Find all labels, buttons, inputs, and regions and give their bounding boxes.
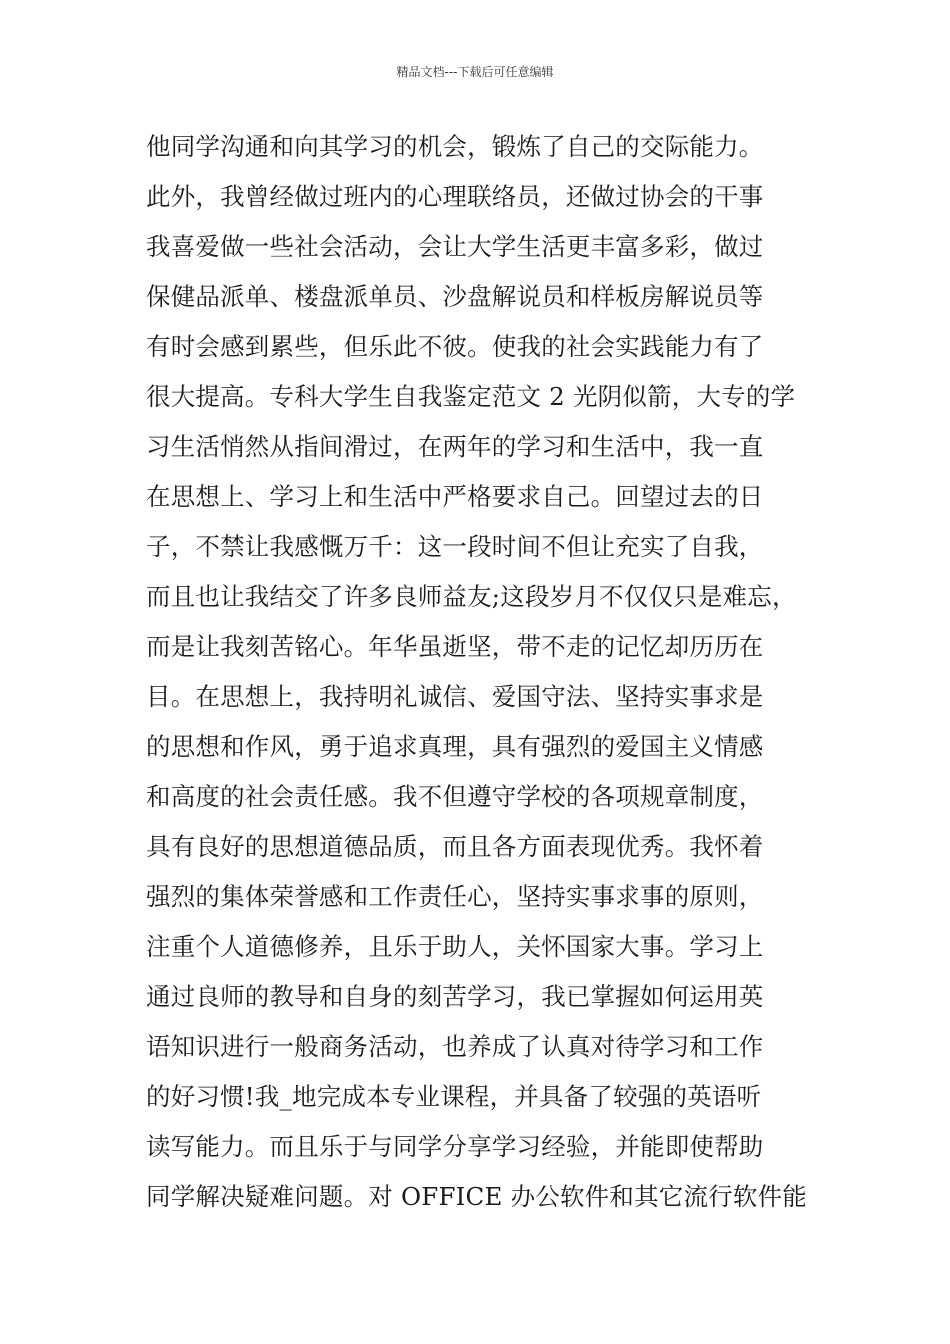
text-line: 习生活悄然从指间滑过，在两年的学习和生活中，我一直 <box>146 432 764 461</box>
body-text <box>146 127 826 1227</box>
text-line: 他同学沟通和向其学习的机会，锻炼了自己的交际能力。 <box>146 132 764 161</box>
text-line: 同学解决疑难问题。对 OFFICE 办公软件和其它流行软件能 <box>146 1182 807 1211</box>
text-line: 目。在思想上，我持明礼诚信、爱国守法、坚持实事求是 <box>146 682 764 711</box>
text-line: 具有良好的思想道德品质，而且各方面表现优秀。我怀着 <box>146 832 764 861</box>
text-line: 的好习惯!我_地完成本专业课程，并具备了较强的英语听 <box>146 1082 762 1111</box>
text-line: 读写能力。而且乐于与同学分享学习经验，并能即使帮助 <box>146 1132 764 1161</box>
text-line: 语知识进行一般商务活动，也养成了认真对待学习和工作 <box>146 1032 764 1061</box>
text-line: 此外，我曾经做过班内的心理联络员，还做过协会的干事 <box>146 182 764 211</box>
text-line: 在思想上、学习上和生活中严格要求自己。回望过去的日 <box>146 482 764 511</box>
text-line: 而是让我刻苦铭心。年华虽逝坚，带不走的记忆却历历在 <box>146 632 764 661</box>
text-line: 的思想和作风，勇于追求真理，具有强烈的爱国主义情感 <box>146 732 764 761</box>
text-line: 我喜爱做一些社会活动，会让大学生活更丰富多彩，做过 <box>146 232 764 261</box>
text-line: 有时会感到累些，但乐此不彼。使我的社会实践能力有了 <box>146 332 764 361</box>
text-line: 很大提高。专科大学生自我鉴定范文 2 光阴似箭，大专的学 <box>146 382 796 411</box>
text-line: 子，不禁让我感慨万千：这一段时间不但让充实了自我， <box>146 532 764 561</box>
text-line: 而且也让我结交了许多良师益友;这段岁月不仅仅只是难忘， <box>146 582 797 611</box>
text-line: 保健品派单、楼盘派单员、沙盘解说员和样板房解说员等 <box>146 282 764 311</box>
text-line: 注重个人道德修养，且乐于助人，关怀国家大事。学习上 <box>146 932 764 961</box>
text-line: 强烈的集体荣誉感和工作责任心，坚持实事求事的原则， <box>146 882 764 911</box>
text-line: 和高度的社会责任感。我不但遵守学校的各项规章制度， <box>146 782 764 811</box>
page-header: 精品文档---下载后可任意编辑 <box>396 65 554 79</box>
text-line: 通过良师的教导和自身的刻苦学习，我已掌握如何运用英 <box>146 982 764 1011</box>
